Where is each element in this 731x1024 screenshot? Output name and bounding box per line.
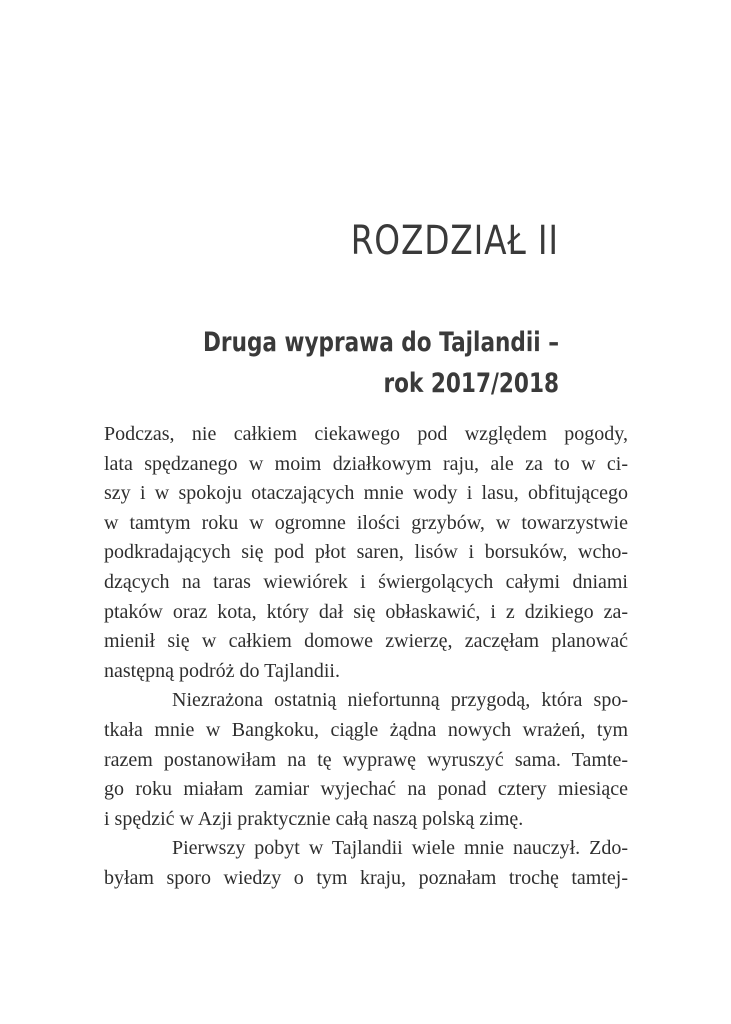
chapter-title: ROZDZIAŁ II [350, 218, 559, 264]
text-line: podkradających się pod płot saren, lisów i borsuków, wcho- [104, 541, 628, 564]
text-line: następną podróż do Tajlandii. [104, 659, 340, 682]
text-line: mienił się w całkiem domowe zwierzę, zaczęłam planować [104, 630, 628, 653]
text-line: Pierwszy pobyt w Tajlandii wiele mnie nauczył. Zdo- [172, 837, 628, 860]
text-line: razem postanowiłam na tę wyprawę wyruszyć sama. Tamte- [104, 748, 628, 771]
paragraph-2 [104, 686, 628, 834]
text-line: w tamtym roku w ogromne ilości grzybów, w towarzystwie [104, 511, 628, 534]
subtitle-line-2: rok 2017/2018 [383, 368, 559, 399]
text-line: i spędzić w Azji praktycznie całą naszą polską zimę. [104, 807, 524, 830]
text-line: go roku miałam zamiar wyjechać na ponad cztery miesiące [104, 778, 628, 801]
text-line: dzących na taras wiewiórek i świergolących całymi dniami [104, 570, 628, 593]
text-line: szy i w spokoju otaczających mnie wody i lasu, obfitującego [104, 482, 628, 505]
subtitle-line-1: Druga wyprawa do Tajlandii – [203, 327, 559, 358]
text-line: byłam sporo wiedzy o tym kraju, poznałam trochę tamtej- [104, 866, 628, 889]
text-line: tkała mnie w Bangkoku, ciągle żądna nowych wrażeń, tym [104, 718, 628, 741]
paragraph-1 [104, 420, 628, 686]
text-line: ptaków oraz kota, który dał się obłaskawić, i z dzikiego za- [104, 600, 628, 623]
text-line: lata spędzanego w moim działkowym raju, ale za to w ci- [104, 452, 628, 475]
text-line: Niezrażona ostatnią niefortunną przygodą, która spo- [172, 689, 628, 712]
chapter-body [104, 420, 628, 894]
chapter-subtitle [99, 322, 559, 404]
text-line: Podczas, nie całkiem ciekawego pod względem pogody, [104, 423, 628, 445]
paragraph-3 [104, 834, 628, 893]
